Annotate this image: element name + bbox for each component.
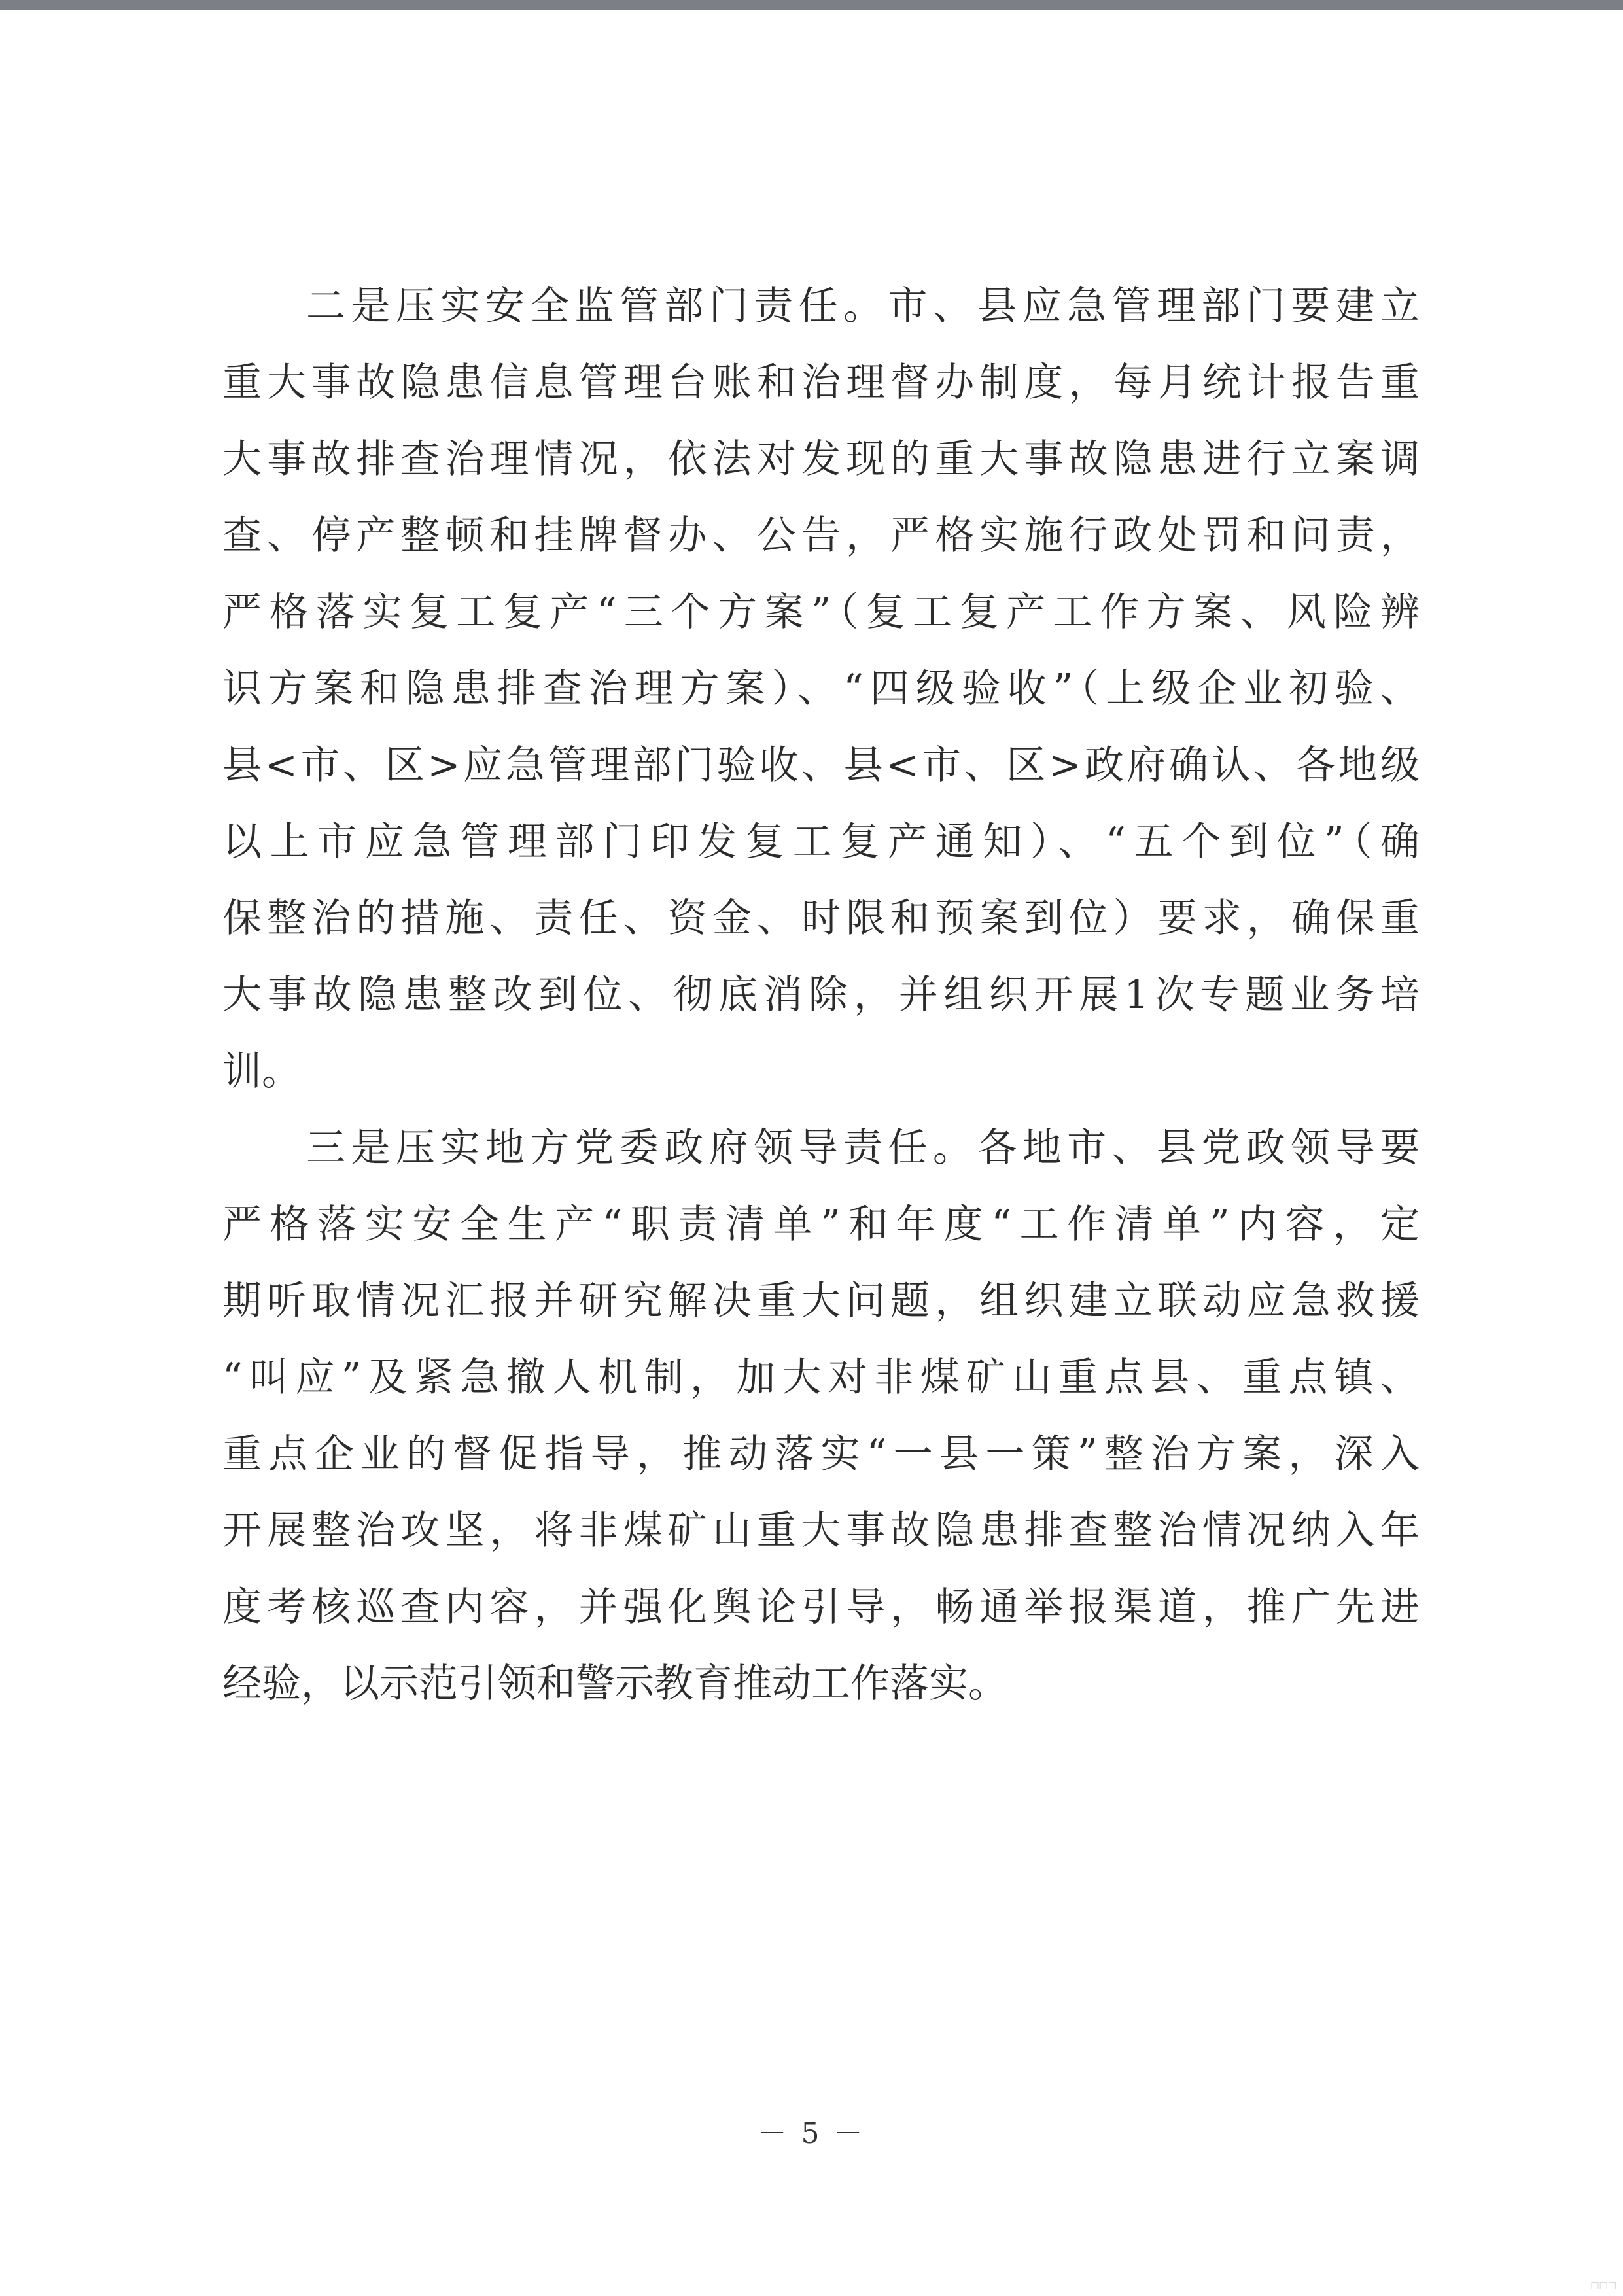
- page-number: － 5 －: [758, 2117, 865, 2150]
- paragraph-local-leadership-responsibility: [222, 1110, 1420, 1722]
- paragraph-line: 期听取情况汇报并研究解决重大问题，组织建立联动应急救援: [222, 1278, 1420, 1324]
- paragraph-line: “叫应”及紧急撤人机制，加大对非煤矿山重点县、重点镇、: [222, 1355, 1420, 1400]
- paragraph-line: 识方案和隐患排查治理方案）、“四级验收”（上级企业初验、: [222, 666, 1420, 712]
- paragraph-line: 训。: [222, 1049, 301, 1094]
- paragraph-line: 重大事故隐患信息管理台账和治理督办制度，每月统计报告重: [222, 360, 1420, 406]
- scan-top-edge: [0, 0, 1623, 10]
- paragraph-line: 开展整治攻坚，将非煤矿山重大事故隐患排查整治情况纳入年: [222, 1508, 1420, 1554]
- paragraph-line: 查、停产整顿和挂牌督办、公告，严格实施行政处罚和问责，: [222, 513, 1420, 559]
- paragraph-line: 严格落实复工复产“三个方案”（复工复产工作方案、风险辨: [222, 589, 1420, 635]
- paragraph-line: 二是压实安全监管部门责任。市、县应急管理部门要建立: [306, 283, 1420, 329]
- document-body: [222, 268, 1420, 1722]
- paragraph-line: 度考核巡查内容，并强化舆论引导，畅通举报渠道，推广先进: [222, 1584, 1420, 1630]
- paragraph-line: 大事故隐患整改到位、彻底消除，并组织开展1次专题业务培: [222, 972, 1420, 1018]
- paragraph-line: 保整治的措施、责任、资金、时限和预案到位）要求，确保重: [222, 896, 1420, 941]
- paragraph-line: 三是压实地方党委政府领导责任。各地市、县党政领导要: [306, 1125, 1420, 1171]
- scan-corner-mark: □□□: [1590, 2280, 1616, 2291]
- paragraph-line: 县<市、区>应急管理部门验收、县<市、区>政府确认、各地级: [222, 742, 1420, 788]
- paragraph-line: 严格落实安全生产“职责清单”和年度“工作清单”内容，定: [222, 1202, 1420, 1247]
- paragraph-line: 重点企业的督促指导，推动落实“一县一策”整治方案，深入: [222, 1431, 1420, 1477]
- paragraph-line: 经验，以示范引领和警示教育推动工作落实。: [222, 1661, 1007, 1707]
- paragraph-supervision-responsibility: [222, 268, 1420, 1110]
- paragraph-line: 大事故排查治理情况，依法对发现的重大事故隐患进行立案调: [222, 436, 1420, 482]
- paragraph-line: 以上市应急管理部门印发复工复产通知）、“五个到位”（确: [222, 819, 1420, 865]
